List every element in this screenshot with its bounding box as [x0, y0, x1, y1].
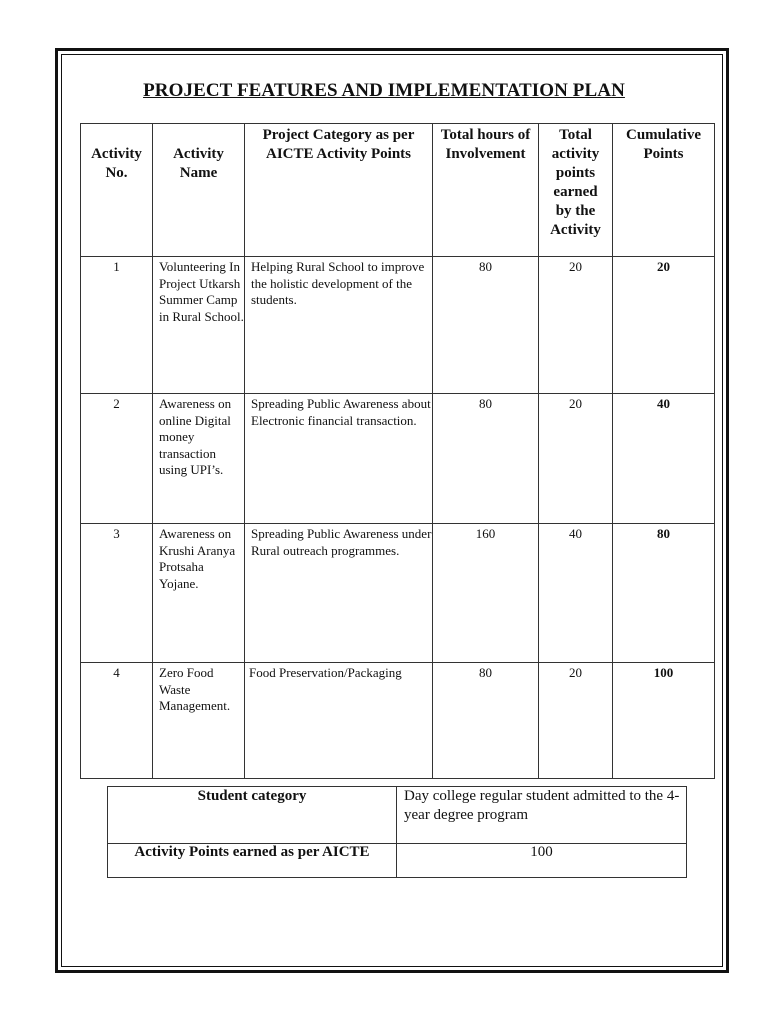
activity-no-cell: 1 [81, 257, 153, 394]
cumulative-points-cell: 40 [613, 394, 715, 524]
total-points-cell: 20 [539, 663, 613, 779]
project-category-cell: Spreading Public Awareness about Electronic financial transaction. [245, 394, 433, 524]
table-row [81, 663, 715, 779]
header-total-hours: Total hours of Involvement [433, 124, 539, 257]
activity-no-cell: 3 [81, 524, 153, 663]
header-activity-no: Activity No. [81, 124, 153, 257]
total-hours-cell: 80 [433, 394, 539, 524]
summary-row-student-category [108, 787, 687, 844]
cumulative-points-cell: 20 [613, 257, 715, 394]
summary-table [107, 786, 687, 878]
table-row [81, 394, 715, 524]
header-activity-name: Activity Name [153, 124, 245, 257]
activity-points-label: Activity Points earned as per AICTE [108, 844, 397, 878]
total-hours-cell: 80 [433, 257, 539, 394]
student-category-value: Day college regular student admitted to the 4-year degree program [397, 787, 687, 844]
total-hours-cell: 80 [433, 663, 539, 779]
cumulative-points-cell: 80 [613, 524, 715, 663]
total-points-cell: 20 [539, 257, 613, 394]
total-points-cell: 40 [539, 524, 613, 663]
header-cumulative-points: Cumulative Points [613, 124, 715, 257]
activity-name-cell: Zero Food Waste Management. [153, 663, 245, 779]
activity-no-cell: 4 [81, 663, 153, 779]
project-category-cell: Helping Rural School to improve the holistic development of the students. [245, 257, 433, 394]
total-points-cell: 20 [539, 394, 613, 524]
summary-row-activity-points [108, 844, 687, 878]
activity-no-cell: 2 [81, 394, 153, 524]
implementation-plan-table [80, 123, 715, 779]
activity-name-cell: Awareness on Krushi Aranya Protsaha Yojane. [153, 524, 245, 663]
student-category-label: Student category [108, 787, 397, 844]
activity-name-cell: Awareness on online Digital money transaction using UPI’s. [153, 394, 245, 524]
header-project-category: Project Category as per AICTE Activity Points [245, 124, 433, 257]
project-category-cell: Spreading Public Awareness under Rural outreach programmes. [245, 524, 433, 663]
project-category-cell: Food Preservation/Packaging [245, 663, 433, 779]
table-row [81, 257, 715, 394]
page-title: PROJECT FEATURES AND IMPLEMENTATION PLAN [143, 80, 625, 101]
header-total-points: Total activity points earned by the Activity [539, 124, 613, 257]
table-row [81, 524, 715, 663]
activity-name-cell: Volunteering In Project Utkarsh Summer Camp in Rural School. [153, 257, 245, 394]
total-hours-cell: 160 [433, 524, 539, 663]
table-header-row [81, 124, 715, 257]
activity-points-value: 100 [397, 844, 687, 878]
cumulative-points-cell: 100 [613, 663, 715, 779]
